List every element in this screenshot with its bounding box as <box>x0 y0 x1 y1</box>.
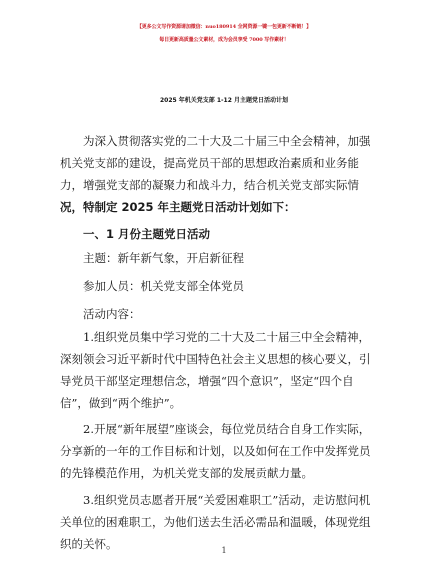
intro-line <box>60 196 388 218</box>
item-2 <box>60 418 388 484</box>
page-number: 1 <box>221 546 227 555</box>
document-title: 2025 年机关党支部 1-12 月主题党日活动计划 <box>160 97 288 104</box>
intro-last-a: 况， <box>60 200 83 214</box>
item-1-line: 导党员干部坚定理想信念，增强“四个意识”，坚定“四个自 <box>60 374 354 388</box>
item-3-line: 织的关怀。 <box>60 537 118 551</box>
content-label: 活动内容： <box>83 307 141 321</box>
promo-banner-line1: 【更多公文写作资源请加微信：nuo180914 全网资源一键一包更新不断链！】 <box>136 24 312 30</box>
intro-line: 力，增强党支部的凝聚力和战斗力，结合机关党支部实际情 <box>60 178 359 192</box>
item-2-line: 2.开展“新年展望”座谈会，每位党员结合自身工作实际， <box>83 422 371 436</box>
item-2-line: 分享新的一年的工作目标和计划，以及如何在工作中发挥党员 <box>60 444 371 458</box>
item-2-line: 的先锋模范作用，为机关党支部的发展贡献力量。 <box>60 466 313 480</box>
intro-line: 机关党支部的建设，提高党员干部的思想政治素质和业务能 <box>60 156 359 170</box>
item-1-line: 深刻领会习近平新时代中国特色社会主义思想的核心要义，引 <box>60 352 371 366</box>
item-1 <box>60 326 388 414</box>
section1-heading-text: 一、1 月份主题党日活动 <box>83 227 211 241</box>
theme-line: 主题：新年新气象，开启新征程 <box>83 251 244 265</box>
activity-details <box>60 247 388 325</box>
section1-heading <box>60 223 388 245</box>
item-1-line: 1.组织党员集中学习党的二十大及二十届三中全会精神， <box>83 330 370 344</box>
item-1-line: 信”，做到“两个维护”。 <box>60 396 182 410</box>
intro-last-b: 特制定 2025 年主题党日活动计划如下： <box>83 200 296 214</box>
promo-banner-line2: 每日更新高质量公文素材，成为会员享受 7000 写作素材！ <box>159 37 289 43</box>
item-3-line: 关单位的困难职工，为他们送去生活必需品和温暖，体现党组 <box>60 515 371 529</box>
item-3-line: 3.组织党员志愿者开展“关爱困难职工”活动，走访慰问机 <box>83 493 371 507</box>
intro-line: 为深入贯彻落实党的二十大及二十届三中全会精神，加强 <box>83 134 371 148</box>
participants-line: 参加人员：机关党支部全体党员 <box>83 279 244 293</box>
intro-paragraph <box>60 130 388 218</box>
